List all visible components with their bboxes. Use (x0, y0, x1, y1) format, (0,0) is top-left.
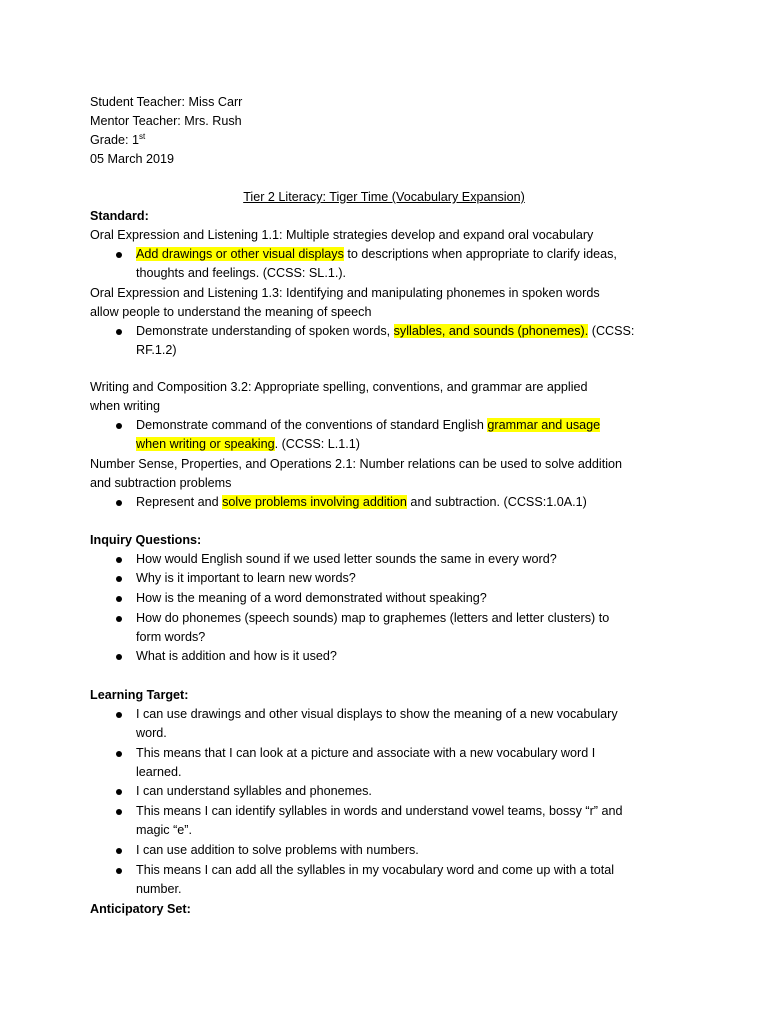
bullet-icon (116, 616, 122, 622)
standard-4-line2: and subtraction problems (90, 476, 232, 490)
inquiry-q3: How is the meaning of a word demonstrated without speaking? (136, 591, 487, 605)
date: 05 March 2019 (90, 152, 175, 166)
mentor-teacher: Mentor Teacher: Mrs. Rush (90, 114, 242, 128)
standard-3-line2: when writing (90, 399, 160, 413)
learning-t1-line2: word. (136, 726, 167, 740)
bullet-icon (116, 809, 122, 815)
text: Demonstrate understanding of spoken words, (136, 324, 394, 338)
learning-t6: This means I can add all the syllables in my vocabulary word and come up with a total (136, 863, 615, 877)
text: and subtraction. (CCSS:1.0A.1) (406, 495, 587, 509)
standard-3-bullet-line2 (136, 436, 360, 453)
bullet-icon (116, 789, 122, 795)
student-teacher: Student Teacher: Miss Carr (90, 95, 243, 109)
text: Demonstrate command of the conventions of standard English (136, 418, 488, 432)
bullet-icon (116, 596, 122, 602)
learning-t5: I can use addition to solve problems with numbers. (136, 843, 419, 857)
inquiry-q5: What is addition and how is it used? (136, 649, 337, 663)
highlight: Add drawings or other visual displays (136, 247, 344, 261)
learning-t1: I can use drawings and other visual displays to show the meaning of a new vocabulary (136, 707, 618, 721)
standard-1-bullet-line2: thoughts and feelings. (CCSS: SL.1.). (136, 266, 347, 280)
highlight: grammar and usage (487, 418, 601, 432)
learning-t3: I can understand syllables and phonemes. (136, 784, 372, 798)
standard-2-line1: Oral Expression and Listening 1.3: Identifying and manipulating phonemes in spoken words (90, 286, 600, 300)
bullet-icon (116, 848, 122, 854)
highlight: solve problems involving addition (222, 495, 407, 509)
standard-1-bullet (136, 246, 617, 263)
learning-t4-line2: magic “e”. (136, 823, 192, 837)
learning-t6-line2: number. (136, 882, 182, 896)
inquiry-q1: How would English sound if we used letter sounds the same in every word? (136, 552, 557, 566)
grade (90, 132, 145, 149)
standard-heading: Standard: (90, 209, 149, 223)
bullet-icon (116, 751, 122, 757)
standard-1: Oral Expression and Listening 1.1: Multiple strategies develop and expand oral vocabulary (90, 228, 594, 242)
standard-2-line2: allow people to understand the meaning of speech (90, 305, 372, 319)
document-title: Tier 2 Literacy: Tiger Time (Vocabulary Expansion) (243, 190, 525, 204)
standard-4-line1: Number Sense, Properties, and Operations 2.1: Number relations can be used to solve addition (90, 457, 623, 471)
bullet-icon (116, 557, 122, 563)
text: . (CCSS: L.1.1) (274, 437, 360, 451)
bullet-icon (116, 868, 122, 874)
inquiry-q4-line2: form words? (136, 630, 206, 644)
highlight: syllables, and sounds (phonemes). (393, 324, 589, 338)
standard-2-bullet-line2: RF.1.2) (136, 343, 177, 357)
standard-3-line1: Writing and Composition 3.2: Appropriate spelling, conventions, and grammar are applied (90, 380, 588, 394)
standard-4-bullet (136, 494, 587, 511)
learning-t4: This means I can identify syllables in words and understand vowel teams, bossy “r” and (136, 804, 623, 818)
learning-t2-line2: learned. (136, 765, 182, 779)
learning-t2: This means that I can look at a picture and associate with a new vocabulary word I (136, 746, 596, 760)
highlight: when writing or speaking (136, 437, 275, 451)
bullet-icon (116, 329, 122, 335)
text: to descriptions when appropriate to clarify ideas, (343, 247, 617, 261)
text: Represent and (136, 495, 223, 509)
inquiry-q4: How do phonemes (speech sounds) map to graphemes (letters and letter clusters) to (136, 611, 610, 625)
bullet-icon (116, 500, 122, 506)
inquiry-q2: Why is it important to learn new words? (136, 571, 356, 585)
grade-superscript: st (139, 132, 146, 141)
standard-3-bullet (136, 417, 600, 434)
standard-2-bullet (136, 323, 634, 340)
bullet-icon (116, 576, 122, 582)
bullet-icon (116, 712, 122, 718)
grade-text: Grade: 1 (90, 133, 140, 147)
learning-target-heading: Learning Target: (90, 688, 189, 702)
text: (CCSS: (588, 324, 635, 338)
inquiry-heading: Inquiry Questions: (90, 533, 202, 547)
anticipatory-set-heading: Anticipatory Set: (90, 902, 191, 916)
bullet-icon (116, 654, 122, 660)
bullet-icon (116, 423, 122, 429)
bullet-icon (116, 252, 122, 258)
